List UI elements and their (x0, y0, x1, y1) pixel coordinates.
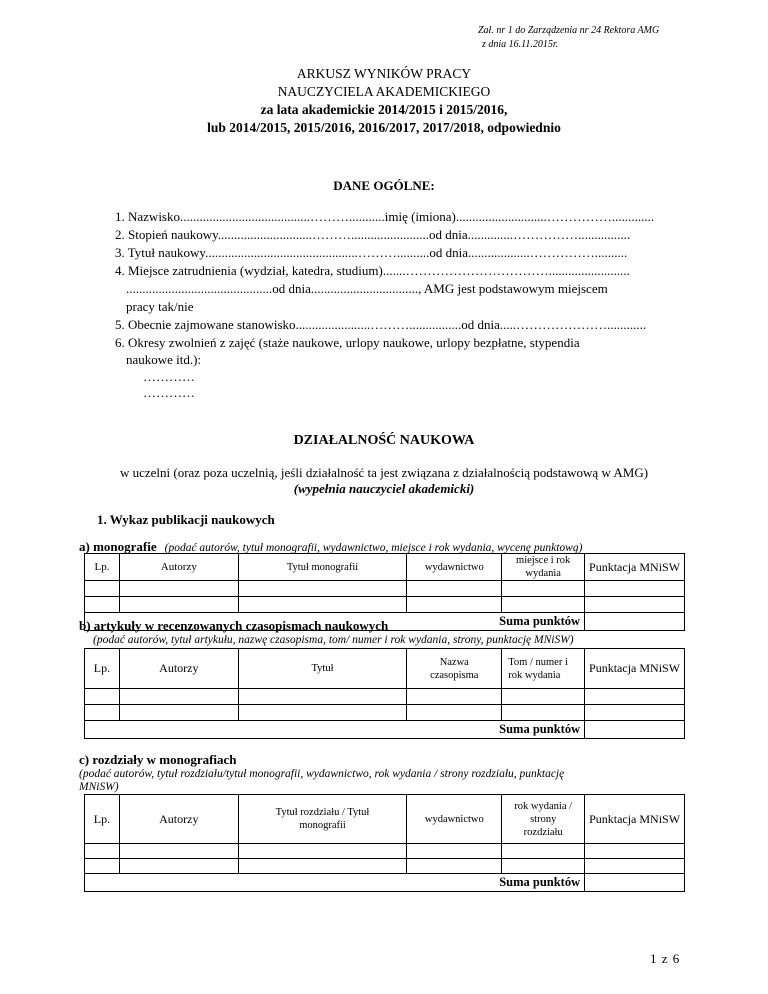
table-b-sum-label: Suma punktów (85, 721, 585, 739)
table-b-sum-row (85, 721, 685, 739)
table-b-sum-value[interactable] (585, 721, 685, 739)
table-cell[interactable] (502, 705, 585, 721)
title-line-1: ARKUSZ WYNIKÓW PRACY (296, 66, 472, 81)
table-cell[interactable] (119, 597, 238, 613)
section-publications: 1. Wykaz publikacji naukowych (97, 512, 275, 527)
table-row (85, 859, 685, 874)
field-position: 5. Obecnie zajmowane stanowisko.......................………................od dnia.....…………………............ (115, 317, 647, 332)
table-c-note-1: (podać autorów, tytuł rozdziału/tytuł monografii, wydawnictwo, rok wydania / strony rozdziału, punktację (79, 768, 565, 780)
table-cell[interactable] (85, 597, 120, 613)
table-b-col-authors: Autorzy (119, 649, 238, 689)
table-a-col-publisher: wydawnictwo (407, 554, 502, 581)
table-c-col-authors: Autorzy (119, 795, 238, 844)
table-cell[interactable] (502, 859, 585, 874)
table-cell[interactable] (407, 859, 502, 874)
table-cell[interactable] (85, 859, 120, 874)
table-cell[interactable] (502, 689, 585, 705)
table-c-col-publisher: wydawnictwo (407, 795, 502, 844)
field-workplace-primary: pracy tak/nie (126, 299, 194, 314)
table-row (85, 581, 685, 597)
table-cell[interactable] (407, 597, 502, 613)
table-cell[interactable] (119, 689, 238, 705)
table-c-title: c) rozdziały w monografiach (79, 752, 237, 767)
field-leaves-blank-2: ………… (143, 385, 195, 400)
table-cell[interactable] (85, 844, 120, 859)
table-a-col-place-year: miejsce i rok wydania (502, 554, 585, 581)
field-leaves-cont: naukowe itd.): (126, 352, 202, 367)
field-workplace-cont: .............................................od dnia................................., AMG jest podstawowym miejscem (126, 281, 608, 296)
table-cell[interactable] (85, 581, 120, 597)
table-b-col-points: Punktacja MNiSW (585, 649, 685, 689)
table-row (85, 705, 685, 721)
table-c-header-row (85, 795, 685, 844)
page-number: 1 z 6 (650, 951, 681, 966)
field-workplace: 4. Miejsce zatrudnienia (wydział, katedra, studium).......……………………………......................... (115, 263, 630, 278)
table-cell[interactable] (85, 689, 120, 705)
table-cell[interactable] (119, 581, 238, 597)
table-c-sum-value[interactable] (585, 874, 685, 892)
table-cell[interactable] (119, 844, 238, 859)
science-intro-note: (wypełnia nauczyciel akademicki) (293, 481, 475, 496)
table-b-note: (podać autorów, tytuł artykułu, nazwę czasopisma, tom/ numer i rok wydania, strony, punktację MNiSW) (93, 634, 574, 646)
table-b-title: b) artykuły w recenzowanych czasopismach naukowych (79, 618, 389, 633)
table-cell[interactable] (502, 844, 585, 859)
table-a-title: a) monografie (79, 539, 157, 554)
table-a-note: (podać autorów, tytuł monografii, wydawnictwo, miejsce i rok wydania, wycenę punktową) (164, 542, 583, 554)
table-a-sum-value[interactable] (585, 613, 685, 631)
field-leaves: 6. Okresy zwolnień z zajęć (staże naukowe, urlopy naukowe, urlopy bezpłatne, stypendia (115, 335, 580, 350)
table-chapters (84, 794, 685, 892)
table-row (85, 844, 685, 859)
field-leaves-blank-1: ………… (143, 369, 195, 384)
table-a-col-title: Tytuł monografii (238, 554, 407, 581)
table-row (85, 689, 685, 705)
table-c-col-title: Tytuł rozdziału / Tytuł monografii (238, 795, 407, 844)
table-row (85, 597, 685, 613)
table-cell[interactable] (585, 689, 685, 705)
table-b-col-title: Tytuł (238, 649, 407, 689)
table-cell[interactable] (85, 705, 120, 721)
field-degree: 2. Stopień naukowy.............................………........................od dnia..............……………................ (115, 227, 631, 242)
table-b-col-volume: Tom / numer i rok wydania (502, 649, 585, 689)
title-line-4: lub 2014/2015, 2015/2016, 2016/2017, 2017/2018, odpowiednio (207, 120, 561, 135)
table-a-col-points: Punktacja MNiSW (585, 554, 685, 581)
field-surname: 1. Nazwisko........................................………...........imię (imiona)............................……………............. (115, 209, 655, 224)
table-cell[interactable] (238, 597, 407, 613)
table-cell[interactable] (238, 705, 407, 721)
title-line-3: za lata akademickie 2014/2015 i 2015/2016, (260, 102, 508, 117)
table-a-header-row (85, 554, 685, 581)
title-line-2: NAUCZYCIELA AKADEMICKIEGO (277, 84, 491, 99)
table-cell[interactable] (119, 705, 238, 721)
table-cell[interactable] (238, 689, 407, 705)
table-c-sum-row (85, 874, 685, 892)
table-cell[interactable] (585, 859, 685, 874)
table-articles (84, 648, 685, 739)
table-cell[interactable] (407, 689, 502, 705)
table-cell[interactable] (585, 581, 685, 597)
table-cell[interactable] (407, 844, 502, 859)
science-intro: w uczelni (oraz poza uczelnią, jeśli działalność ta jest związana z działalnością podstawową w AMG) (119, 465, 649, 480)
table-cell[interactable] (502, 597, 585, 613)
field-title: 3. Tytuł naukowy...............................................………..........od dnia...................…………….......... (115, 245, 628, 260)
table-a-sum-label: Suma punktów (85, 613, 585, 631)
table-a-col-lp: Lp. (85, 554, 120, 581)
table-cell[interactable] (407, 581, 502, 597)
table-cell[interactable] (238, 844, 407, 859)
table-b-col-journal: Nazwa czasopisma (407, 649, 502, 689)
table-cell[interactable] (119, 859, 238, 874)
table-b-header-row (85, 649, 685, 689)
table-c-note-2: MNiSW) (79, 781, 119, 793)
table-cell[interactable] (585, 597, 685, 613)
table-c-col-lp: Lp. (85, 795, 120, 844)
table-c-sum-label: Suma punktów (85, 874, 585, 892)
table-c-col-year-pages: rok wydania / strony rozdziału (502, 795, 585, 844)
table-cell[interactable] (585, 705, 685, 721)
table-cell[interactable] (238, 859, 407, 874)
table-c-col-points: Punktacja MNiSW (585, 795, 685, 844)
general-heading: DANE OGÓLNE: (333, 178, 435, 193)
science-heading: DZIAŁALNOŚĆ NAUKOWA (293, 433, 475, 448)
header-date: z dnia 16.11.2015r. (482, 39, 559, 50)
table-cell[interactable] (585, 844, 685, 859)
table-cell[interactable] (238, 581, 407, 597)
table-cell[interactable] (502, 581, 585, 597)
table-a-col-authors: Autorzy (119, 554, 238, 581)
table-cell[interactable] (407, 705, 502, 721)
table-b-col-lp: Lp. (85, 649, 120, 689)
header-decree: Zał. nr 1 do Zarządzenia nr 24 Rektora AMG (478, 25, 660, 36)
